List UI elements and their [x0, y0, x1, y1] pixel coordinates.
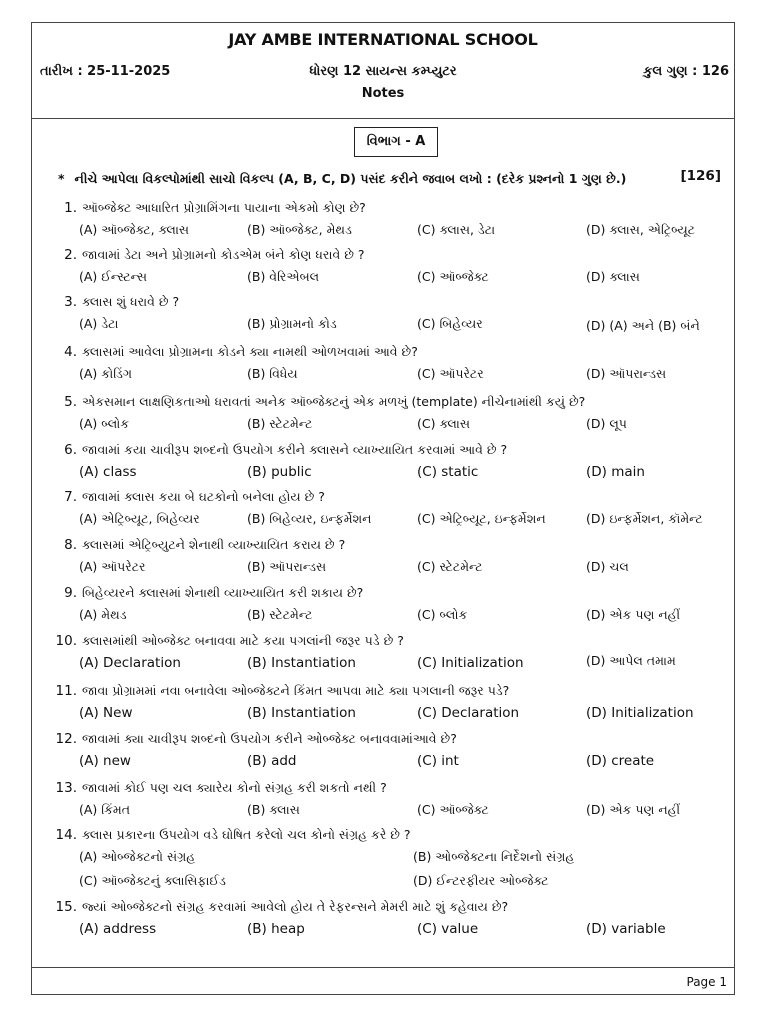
question-text: ક્લાસમાંથી ઓબ્જેક્ટ બનાવવા માટે કયા પગલાંની જરૂર પડે છે ? — [82, 633, 404, 648]
notes-label: Notes — [361, 86, 405, 101]
footer-divider — [31, 967, 735, 968]
instruction-text: નીચે આપેલા વિકલ્પોમાંથી સાચો વિકલ્પ (A, B, C, D) પસંદ કરીને જવાબ લખો : (દરેક પ્રશ્નનો 1 ગુણ છે.) — [74, 171, 627, 186]
question-item — [51, 442, 735, 490]
question-item — [51, 537, 735, 585]
option-b: (B) Instantiation — [247, 705, 356, 721]
question-text: જ્યાં ઓબ્જેક્ટનો સંગ્રહ કરવામાં આવેલો હોય તે રેફરન્સને મેમરી માટે શું કહેવાય છે? — [82, 899, 509, 914]
question-item — [51, 683, 735, 731]
question-text: જાવામાં ક્લાસ કયા બે ઘટકોનો બનેલા હોય છે ? — [82, 489, 325, 504]
option-c: (C) ક્લાસ, ડેટા — [417, 222, 496, 237]
option-a: (A) કિંમત — [79, 802, 131, 817]
question-text: ક્લાસમાં આવેલા પ્રોગ્રામના કોડને ક્યા નામથી ઓળખવામાં આવે છે? — [82, 344, 418, 359]
question-text: એકસમાન લાક્ષણિકતાઓ ધરાવતાં અનેક ઑબ્જેક્ટનું એક મળખું (template) નીચેનામાંથી કયું છે? — [82, 394, 586, 409]
option-b: (B) ઓબ્જેક્ટના નિર્દેશનો સંગ્રહ — [413, 849, 575, 864]
option-c: (C) સ્ટેટમેન્ટ — [417, 559, 483, 574]
question-number: 10. — [55, 633, 77, 649]
option-b: (B) ઑબ્જેક્ટ, મેથડ — [247, 222, 352, 237]
option-d: (D) (A) અને (B) બંને — [586, 318, 700, 333]
question-number: 14. — [55, 827, 77, 843]
option-b: (B) બિહેવ્યર, ઇન્ફર્મેશન — [247, 511, 372, 526]
question-item — [51, 899, 735, 947]
option-c: (C) Initialization — [417, 655, 524, 671]
question-text: જાવામાં ડેટા અને પ્રોગ્રામનો કોડએમ બંને કોણ ધરાવે છે ? — [82, 247, 365, 262]
question-number: 2. — [64, 247, 77, 263]
question-item — [51, 585, 735, 633]
option-a: (A) ઈન્સ્ટન્સ — [79, 269, 148, 284]
question-number: 4. — [64, 344, 77, 360]
question-text: જાવામાં કોઈ પણ ચલ ક્યારેય કોનો સંગ્રહ કરી શકતો નથી ? — [82, 780, 387, 795]
question-text: ઑબ્જેક્ટ આધારિત પ્રોગ્રામિંગના પાયાના એકમો કોણ છે? — [82, 200, 366, 215]
option-c: (C) ઑબ્જેક્ટ — [417, 269, 489, 284]
option-a: (A) New — [79, 705, 133, 721]
option-d: (D) ક્લાસ, એટ્રિબ્યૂટ — [586, 222, 696, 237]
section-title: વિભાગ - A — [354, 127, 438, 157]
question-number: 12. — [55, 731, 77, 747]
option-b: (B) heap — [247, 921, 305, 937]
option-b: (B) Instantiation — [247, 655, 356, 671]
option-b: (B) પ્રોગ્રામનો કોડ — [247, 316, 337, 331]
question-text: ક્લાસ શું ધરાવે છે ? — [82, 294, 180, 309]
option-a: (A) new — [79, 753, 131, 769]
question-item — [51, 247, 735, 295]
question-item — [51, 489, 735, 537]
question-text: જાવામાં ક્યા ચાવીરૂપ શબ્દનો ઉપયોગ કરીને ઓબ્જેક્ટ બનાવવામાંઆવે છે? — [82, 731, 457, 746]
option-c: (C) ઑબ્જેક્ટનું ક્લાસિફાઈડ — [79, 873, 226, 888]
star-bullet: * — [58, 171, 65, 186]
question-item — [51, 344, 735, 392]
option-a: (A) ઑબ્જેક્ટ, ક્લાસ — [79, 222, 190, 237]
question-text: ક્લાસમાં એટ્રિબ્યુટને શેનાથી વ્યાખ્યાયિત કરાય છે ? — [82, 537, 346, 552]
option-b: (B) ક્લાસ — [247, 802, 300, 817]
question-number: 15. — [55, 899, 77, 915]
question-number: 6. — [64, 442, 77, 458]
exam-subject: ધોરણ 12 સાયન્સ કમ્પ્યુટર — [309, 64, 457, 79]
question-item — [51, 294, 735, 342]
question-number: 8. — [64, 537, 77, 553]
question-number: 9. — [64, 585, 77, 601]
option-c: (C) ઑપરેટર — [417, 366, 484, 381]
option-c: (C) બિહેવ્યર — [417, 316, 483, 331]
option-b: (B) public — [247, 464, 312, 480]
option-c: (C) ઑબ્જેક્ટ — [417, 802, 489, 817]
option-a: (A) મેથડ — [79, 607, 127, 622]
option-c: (C) એટ્રિબ્યૂટ, ઇન્ફર્મેશન — [417, 511, 546, 526]
option-b: (B) વેરિએબલ — [247, 269, 320, 284]
header-divider — [31, 118, 735, 119]
question-text: ક્લાસ પ્રકારના ઉપયોગ વડે ઘોષિત કરેલો ચલ કોનો સંગ્રહ કરે છે ? — [82, 827, 411, 842]
question-text: બિહેવ્યરને ક્લાસમાં શેનાથી વ્યાખ્યાયિત કરી શકાય છે? — [82, 585, 364, 600]
section-marks: [126] — [680, 168, 721, 184]
instruction-line — [58, 171, 626, 187]
question-number: 11. — [55, 683, 77, 699]
option-b: (B) સ્ટેટમેન્ટ — [247, 416, 313, 431]
option-a: (A) એટ્રિબ્યૂટ, બિહેવ્યર — [79, 511, 200, 526]
option-d: (D) variable — [586, 921, 666, 937]
option-d: (D) લૂપ — [586, 416, 627, 431]
option-b: (B) add — [247, 753, 297, 769]
option-d: (D) ઈન્ટરફીયર ઓબ્જેક્ટ — [413, 873, 549, 888]
question-number: 3. — [64, 294, 77, 310]
total-marks: કુલ ગુણ : 126 — [643, 64, 729, 79]
question-item — [51, 780, 735, 828]
option-c: (C) static — [417, 464, 479, 480]
option-d: (D) ચલ — [586, 559, 629, 574]
question-number: 5. — [64, 394, 77, 410]
option-b: (B) સ્ટેટમેન્ટ — [247, 607, 313, 622]
option-c: (C) ક્લાસ — [417, 416, 470, 431]
option-c: (C) બ્લોક — [417, 607, 468, 622]
question-item — [51, 731, 735, 779]
exam-date: તારીખ : 25-11-2025 — [40, 64, 171, 79]
option-c: (C) value — [417, 921, 479, 937]
option-a: (A) કોડિંગ — [79, 366, 133, 381]
option-d: (D) ઑપરાન્ડસ — [586, 366, 667, 381]
question-item — [51, 394, 735, 442]
question-text: જાવા પ્રોગ્રામમાં નવા બનાવેલા ઓબ્જેક્ટને કિંમત આપવા માટે ક્યા પગલાની જરૂર પડે? — [82, 683, 510, 698]
option-c: (C) Declaration — [417, 705, 520, 721]
option-d: (D) એક પણ નહીં — [586, 607, 681, 622]
option-a: (A) ઓબ્જેક્ટનો સંગ્રહ — [79, 849, 196, 864]
question-number: 7. — [64, 489, 77, 505]
option-a: (A) address — [79, 921, 157, 937]
option-d: (D) આપેલ તમામ — [586, 653, 676, 668]
question-number: 13. — [55, 780, 77, 796]
option-d: (D) ઇન્ફર્મેશન, કૉમેન્ટ — [586, 511, 703, 526]
question-item — [51, 827, 735, 893]
option-a: (A) ઑપરેટર — [79, 559, 146, 574]
option-d: (D) ક્લાસ — [586, 269, 640, 284]
option-d: (D) create — [586, 753, 655, 769]
question-number: 1. — [64, 200, 77, 216]
option-d: (D) Initialization — [586, 705, 694, 721]
option-d: (D) main — [586, 464, 645, 480]
option-a: (A) ડેટા — [79, 316, 119, 331]
option-a: (A) class — [79, 464, 137, 480]
option-a: (A) Declaration — [79, 655, 181, 671]
option-c: (C) int — [417, 753, 459, 769]
option-b: (B) વિધેય — [247, 366, 298, 381]
option-a: (A) બ્લોક — [79, 416, 130, 431]
question-text: જાવામાં કયા ચાવીરૂપ શબ્દનો ઉપયોગ કરીને ક્લાસને વ્યાખ્યાયિત કરવામાં આવે છે ? — [82, 442, 508, 457]
question-item — [51, 200, 735, 248]
school-name: JAY AMBE INTERNATIONAL SCHOOL — [228, 30, 538, 49]
question-item — [51, 633, 735, 681]
option-d: (D) એક પણ નહીં — [586, 802, 681, 817]
option-b: (B) ઑપરાન્ડસ — [247, 559, 327, 574]
page-number: Page 1 — [686, 975, 727, 989]
